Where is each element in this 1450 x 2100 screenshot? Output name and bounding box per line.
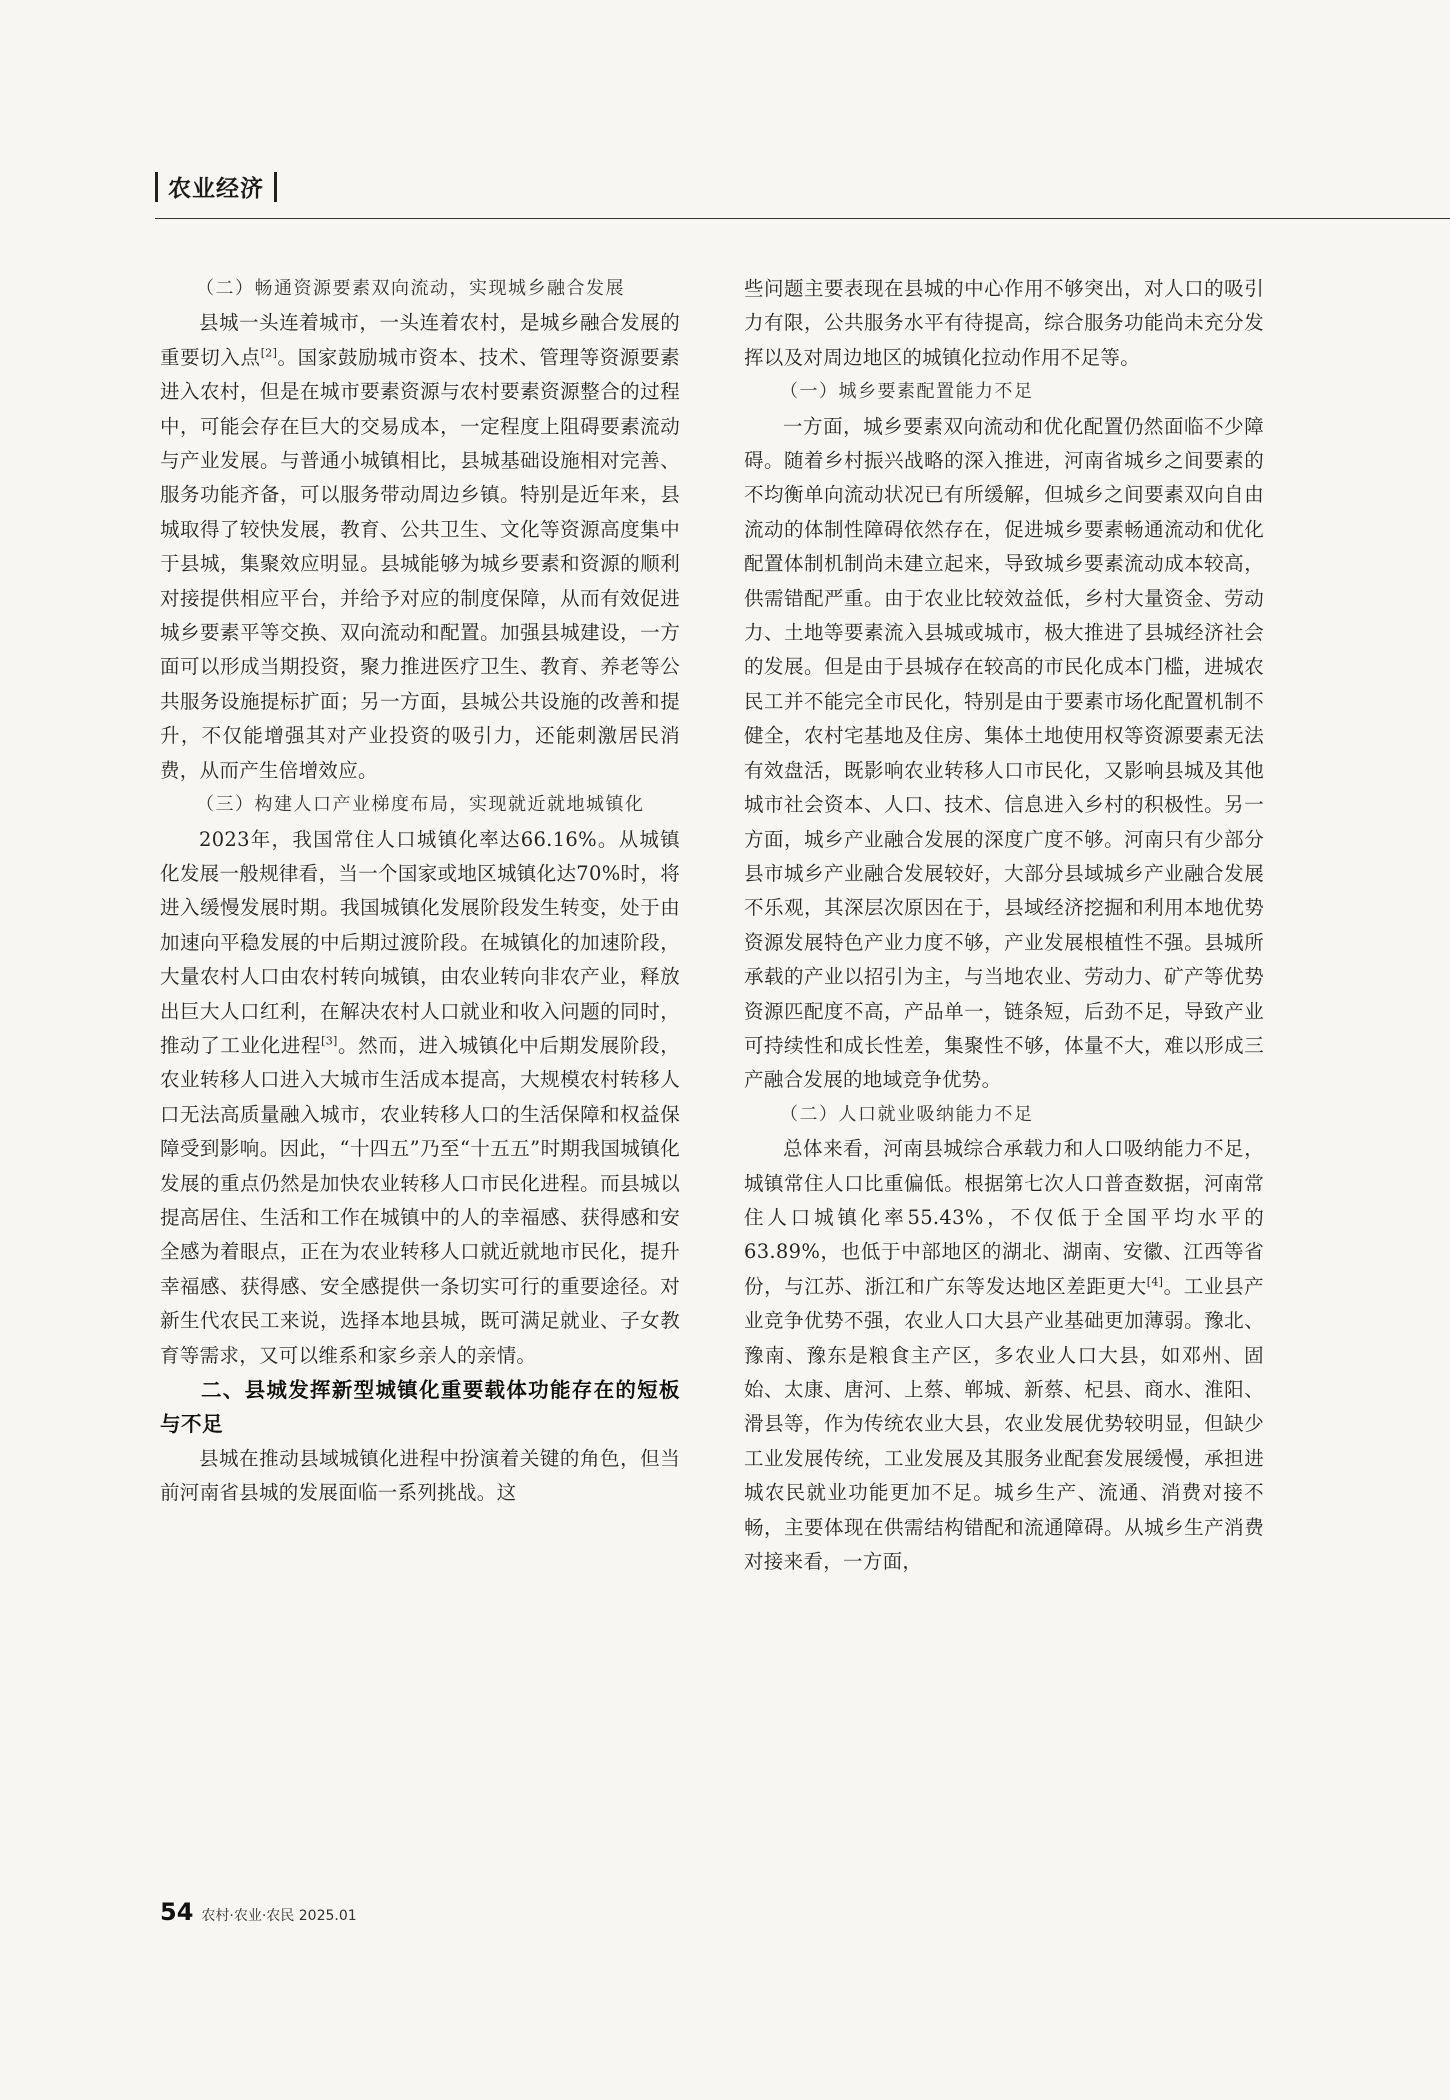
subsection-title-r1: （一）城乡要素配置能力不足 [780,381,1034,403]
paragraph-factor-allocation: 一方面，城乡要素双向流动和优化配置仍然面临不少障碍。随着乡村振兴战略的深入推进，河南省城乡之间要素的不均衡单向流动状况已有所缓解，但城乡之间要素双向自由流动的体制性障碍依然存在，促进城乡要素畅通流动和优化配置体制机制尚未建立起来，导致城乡要素流动成本较高，供需错配严重。由于农业比较效益低，乡村大量资金、劳动力、土地等要素流入县城或城市，极大推进了县城经济社会的发展。但是由于县城存在较高的市民化成本门槛，进城农民工并不能完全市民化，特别是由于要素市场化配置机制不健全，农村宅基地及住房、集体土地使用权等资源要素无法有效盘活，既影响农业转移人口市民化，又影响县城及其他城市社会资本、人口、技术、信息进入乡村的积极性。另一方面，城乡产业融合发展的深度广度不够。河南只有少部分县市城乡产业融合发展较好，大部分县域城乡产业融合发展不乐观，其深层次原因在于，县域经济挖掘和利用本地优势资源发展特色产业力度不够，产业发展根植性不强。县城所承载的产业以招引为主，与当地农业、劳动力、矿产等优势资源匹配度不高，产品单一，链条短，后劲不足，导致产业可持续性和成长性差，集聚性不够，体量不大，难以形成三产融合发展的地域竞争优势。 [744,414,1264,1092]
paragraph-continued: 些问题主要表现在县城的中心作用不够突出，对人口的吸引力有限，公共服务水平有待提高，综合服务功能尚未充分发挥以及对周边地区的城镇化拉动作用不足等。 [744,277,1264,369]
section-title-2: 二、县城发挥新型城镇化重要载体功能存在的短板与不足 [160,1378,680,1437]
journal-info: 农村·农业·农民 2025.01 [201,1908,357,1924]
citation-2: [2] [260,346,278,360]
header-rule [155,218,1450,219]
right-column [744,272,1264,1579]
page-number: 54 [160,1898,194,1926]
left-column [160,272,680,1511]
section-title: 农业经济 [168,176,264,202]
citation-4: [4] [1146,1275,1164,1289]
subsection-title-2: （二）畅通资源要素双向流动，实现城乡融合发展 [196,278,625,299]
citation-3: [3] [321,1034,338,1048]
paragraph-county-integration: 县城一头连着城市，一头连着农村，是城乡融合发展的重要切入点[2]。国家鼓励城市资本、技术、管理等资源要素进入农村，但是在城市要素资源与农村要素资源整合的过程中，可能会存在巨大的交易成本，一定程度上阻碍要素流动与产业发展。与普通小城镇相比，县城基础设施相对完善、服务功能齐备，可以服务带动周边乡镇。特别是近年来，县城取得了较快发展，教育、公共卫生、文化等资源高度集中于县城，集聚效应明显。县城能够为城乡要素和资源的顺利对接提供相应平台，并给予对应的制度保障，从而有效促进城乡要素平等交换、双向流动和配置。加强县城建设，一方面可以形成当期投资，聚力推进医疗卫生、教育、养老等公共服务设施提标扩面；另一方面，县城公共设施的改善和提升，不仅能增强其对产业投资的吸引力，还能刺激居民消费，从而产生倍增效应。 [160,311,680,782]
paragraph-employment: 总体来看，河南县城综合承载力和人口吸纳能力不足，城镇常住人口比重偏低。根据第七次人口普查数据，河南常住人口城镇化率55.43%，不仅低于全国平均水平的63.89%，也低于中部地区的湖北、湖南、安徽、江西等省份，与江苏、浙江和广东等发达地区差距更大[4]。工业县产业竞争优势不强，农业人口大县产业基础更加薄弱。豫北、豫南、豫东是粮食主产区，多农业人口大县，如邓州、固始、太康、唐河、上蔡、郸城、新蔡、杞县、商水、淮阳、滑县等，作为传统农业大县，农业发展优势较明显，但缺少工业发展传统，工业发展及其服务业配套发展缓慢，承担进城农民就业功能更加不足。城乡生产、流通、消费对接不畅，主要体现在供需结构错配和流通障碍。从城乡生产消费对接来看，一方面， [744,1137,1264,1574]
subsection-title-r2: （二）人口就业吸纳能力不足 [780,1103,1034,1125]
paragraph-urbanization: 2023年，我国常住人口城镇化率达66.16%。从城镇化发展一般规律看，当一个国家或地区城镇化达70%时，将进入缓慢发展时期。我国城镇化发展阶段发生转变，处于由加速向平稳发展的中后期过渡阶段。在城镇化的加速阶段，大量农村人口由农村转向城镇，由农业转向非农产业，释放出巨大人口红利，在解决农村人口就业和收入问题的同时，推动了工业化进程[3]。然而，进入城镇化中后期发展阶段，农业转移人口进入大城市生活成本提高，大规模农村转移人口无法高质量融入城市，农业转移人口的生活保障和权益保障受到影响。因此，“十四五”乃至“十五五”时期我国城镇化发展的重点仍然是加快农业转移人口市民化进程。而县城以提高居住、生活和工作在城镇中的人的幸福感、获得感和安全感为着眼点，正在为农业转移人口就近就地市民化，提升幸福感、获得感、安全感提供一条切实可行的重要途径。对新生代农民工来说，选择本地县城，既可满足就业、子女教育等需求，又可以维系和家乡亲人的亲情。 [160,827,680,1367]
section-header [155,170,277,203]
page-footer [160,1898,357,1926]
header-right-bar [274,172,277,202]
subsection-title-3: （三）构建人口产业梯度布局，实现就近就地城镇化 [196,794,645,816]
paragraph-challenges-intro: 县城在推动县域城镇化进程中扮演着关键的角色，但当前河南省县城的发展面临一系列挑战。这 [160,1446,680,1505]
